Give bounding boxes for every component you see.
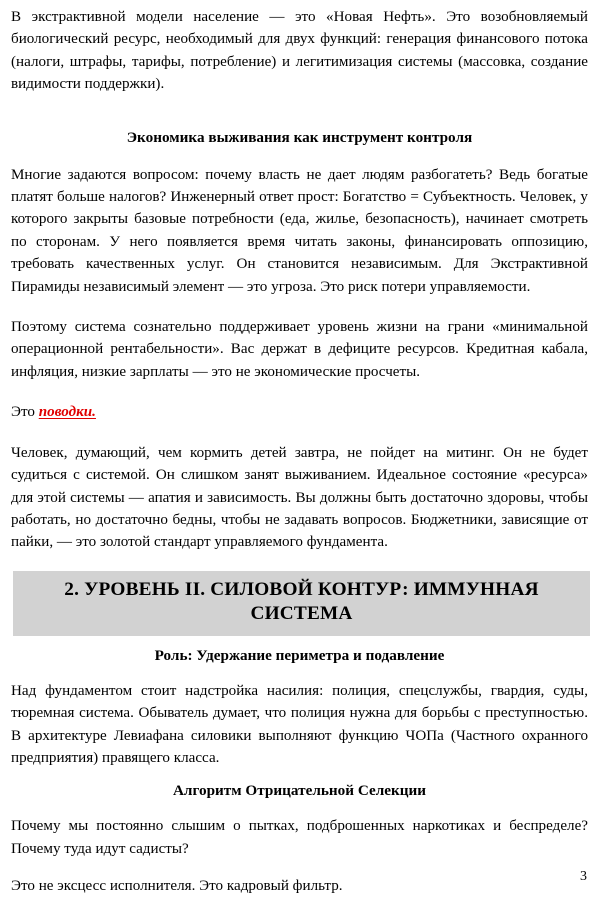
paragraph-apathy-dependence: Человек, думающий, чем кормить детей завтра, не пойдет на митинг. Он не будет судиться с системой. Он слишком занят выживанием. Идеальное состояние «ресурса» для этой системы — апатия и зависимость. Вы должны быть достаточно здоровы, чтобы работать, но достаточно бедны, чтобы не задавать вопросов. Бюджетники, зависящие от пайки, — это золотой стандарт управляемого фундамента.: [11, 444, 588, 551]
heading-role-perimeter: Роль: Удержание периметра и подавление: [154, 646, 445, 664]
heading-survival-economy-block: [11, 114, 588, 164]
page-number: 3: [580, 869, 587, 884]
leashes-emphasis-text: поводки.: [38, 404, 96, 421]
paragraph-minimal-profitability: Поэтому система сознательно поддерживает уровень жизни на грани «минимальной операционной рентабельности». Вас держат в дефиците ресурсов. Кредитная кабала, инфляция, низкие зарплаты — это не экономические просчеты.: [11, 319, 588, 380]
heading-role-perimeter-block: [11, 636, 588, 680]
paragraph-violence-superstructure: Над фундаментом стоит надстройка насилия: полиция, спецслужбы, гвардия, суды, тюремная система. Обыватель думает, что полиция нужна для борьбы с преступностью. В архитектуре Левиафана силовики выполняют функцию ЧОПа (Частного охранного предприятия) правящего класса.: [11, 682, 588, 766]
paragraph-torture-question: Почему мы постоянно слышим о пытках, подброшенных наркотиках и беспределе? Почему туда идут садисты?: [11, 818, 588, 857]
heading-negative-selection-block: [11, 769, 588, 815]
leashes-prefix-text: Это: [11, 404, 39, 421]
paragraph-wealth-subjectivity: Многие задаются вопросом: почему власть не дает людям разбогатеть? Ведь богатые платят больше налогов? Инженерный ответ прост: Богатство = Субъектность. Человек, у которого закрыты базовые потребности (еда, жилье, безопасность), начинает смотреть по сторонам. У него появляется время читать законы, финансировать оппозицию, требовать качественных услуг. Он становится независимым. Для Экстрактивной Пирамиды независимый элемент — это угроза. Это риск потери управляемости.: [11, 166, 588, 295]
paragraph-leashes: [11, 401, 588, 423]
section-banner-title: 2. УРОВЕНЬ II. СИЛОВОЙ КОНТУР: ИММУННАЯ СИСТЕМА: [64, 578, 539, 625]
section-banner-power-contour: [13, 571, 590, 636]
heading-negative-selection: Алгоритм Отрицательной Селекции: [172, 782, 427, 800]
paragraph-personnel-filter: Это не эксцесс исполнителя. Это кадровый фильтр.: [11, 878, 343, 895]
paragraph-extractive-model: В экстрактивной модели население — это «Новая Нефть». Это возобновляемый биологический ресурс, необходимый для двух функций: генерация финансового потока (налоги, штрафы, тарифы, потребление) и легитимизация системы (массовка, создание видимости поддержки).: [11, 9, 588, 93]
heading-survival-economy: Экономика выживания как инструмент контроля: [126, 128, 473, 146]
